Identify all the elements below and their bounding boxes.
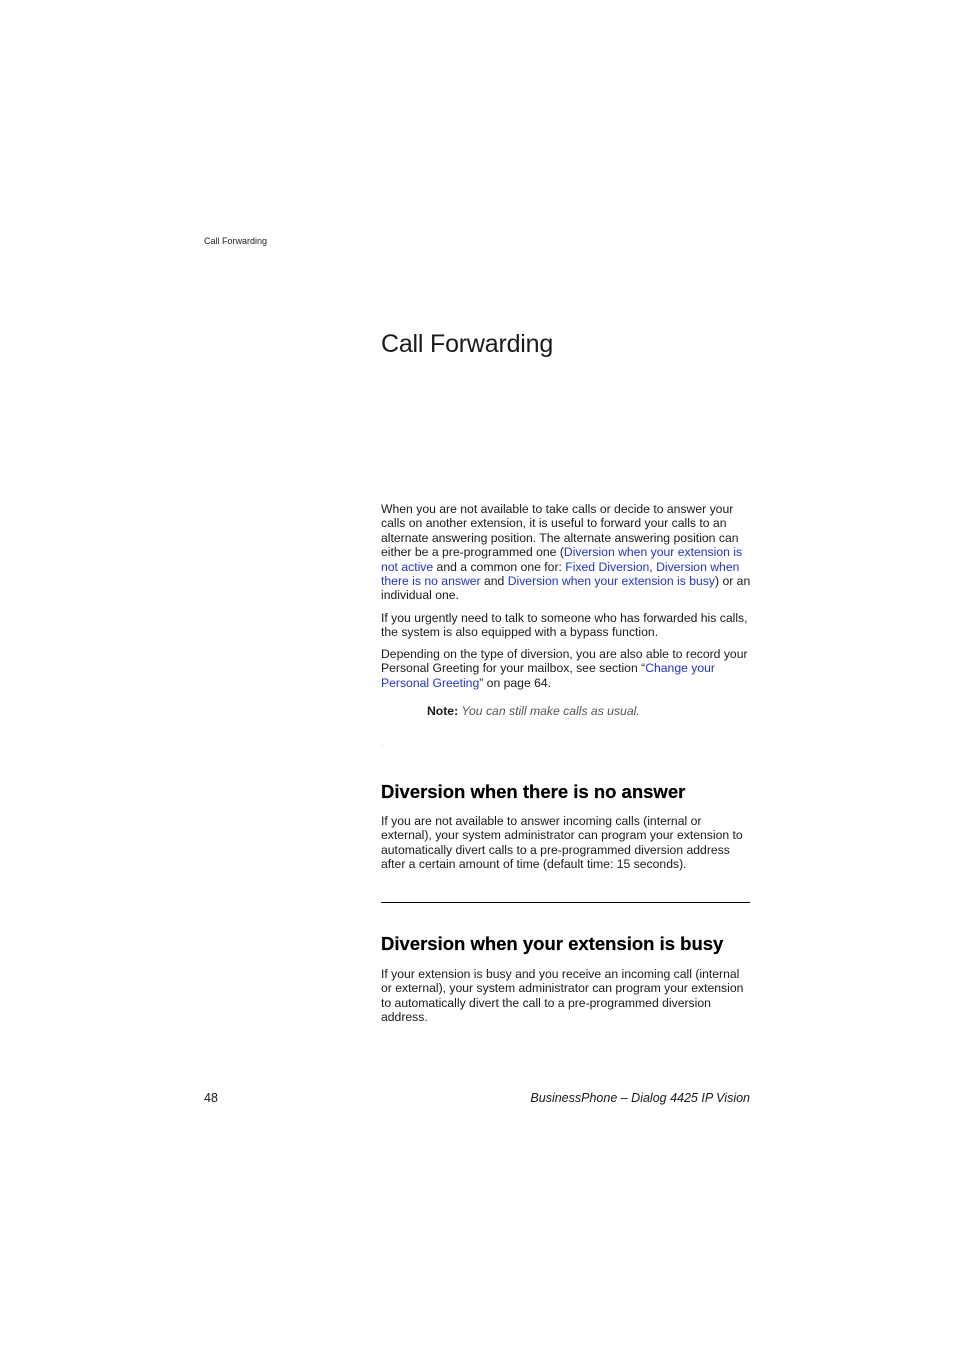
section-title-no-answer: Diversion when there is no answer (381, 781, 686, 802)
intro-text: If you urgently need to talk to someone who has forwarded his calls, the system is also equipped with a bypass function. (381, 611, 748, 640)
intro-text: and a common one for: (433, 559, 566, 574)
intro-text: and (480, 574, 508, 589)
intro-text: Depending on the type of diversion, you are also able to record your Personal Greeting for your mailbox, see section “ (381, 647, 748, 676)
link-diversion-not-active[interactable]: Diversion when your extension is not active (381, 545, 743, 574)
note-text: You can still make calls as usual. (461, 704, 640, 718)
link-change-personal-greeting[interactable]: Change your Personal Greeting (381, 661, 715, 690)
link-diversion-busy[interactable]: Diversion when your extension is busy (507, 574, 715, 589)
section-body-busy (381, 967, 751, 1025)
link-fixed-diversion[interactable]: Fixed Diversion (565, 559, 650, 574)
section-title-busy: Diversion when your extension is busy (381, 933, 724, 954)
footer-doc-title: BusinessPhone – Dialog 4425 IP Vision (530, 1091, 750, 1105)
intro-paragraph-2 (381, 611, 751, 640)
section-text: If your extension is busy and you receive an incoming call (internal or external), your system administrator can program your extension to automatically divert the call to a pre-programmed diversion address. (381, 967, 744, 1025)
intro-paragraph-3 (381, 647, 751, 690)
section-text: If you are not available to answer incoming calls (internal or external), your system administrator can program your extension to automatically divert calls to a pre-programmed diversion address after a certain amount of time (default time: 15 seconds). (381, 814, 743, 872)
link-diversion-no-answer[interactable]: Diversion when there is no answer (381, 559, 740, 589)
intro-text: ) or an individual one. (381, 574, 751, 603)
note (427, 704, 640, 718)
note-label: Note: (427, 704, 459, 718)
intro-text: When you are not available to take calls or decide to answer your calls on another extension, it is useful to forward your calls to an alternate answering position. The alternate answering position can either be a pre-programmed one ( (381, 502, 739, 560)
intro-text: , (649, 559, 657, 574)
running-head: Call Forwarding (204, 236, 268, 246)
chapter-title: Call Forwarding (381, 330, 554, 358)
page-number: 48 (204, 1091, 218, 1105)
section-divider (381, 902, 750, 903)
marker-dot: . (381, 742, 383, 748)
intro-text: ” on page 64. (479, 675, 552, 690)
intro-paragraph-1 (381, 502, 751, 603)
section-body-no-answer (381, 814, 751, 872)
